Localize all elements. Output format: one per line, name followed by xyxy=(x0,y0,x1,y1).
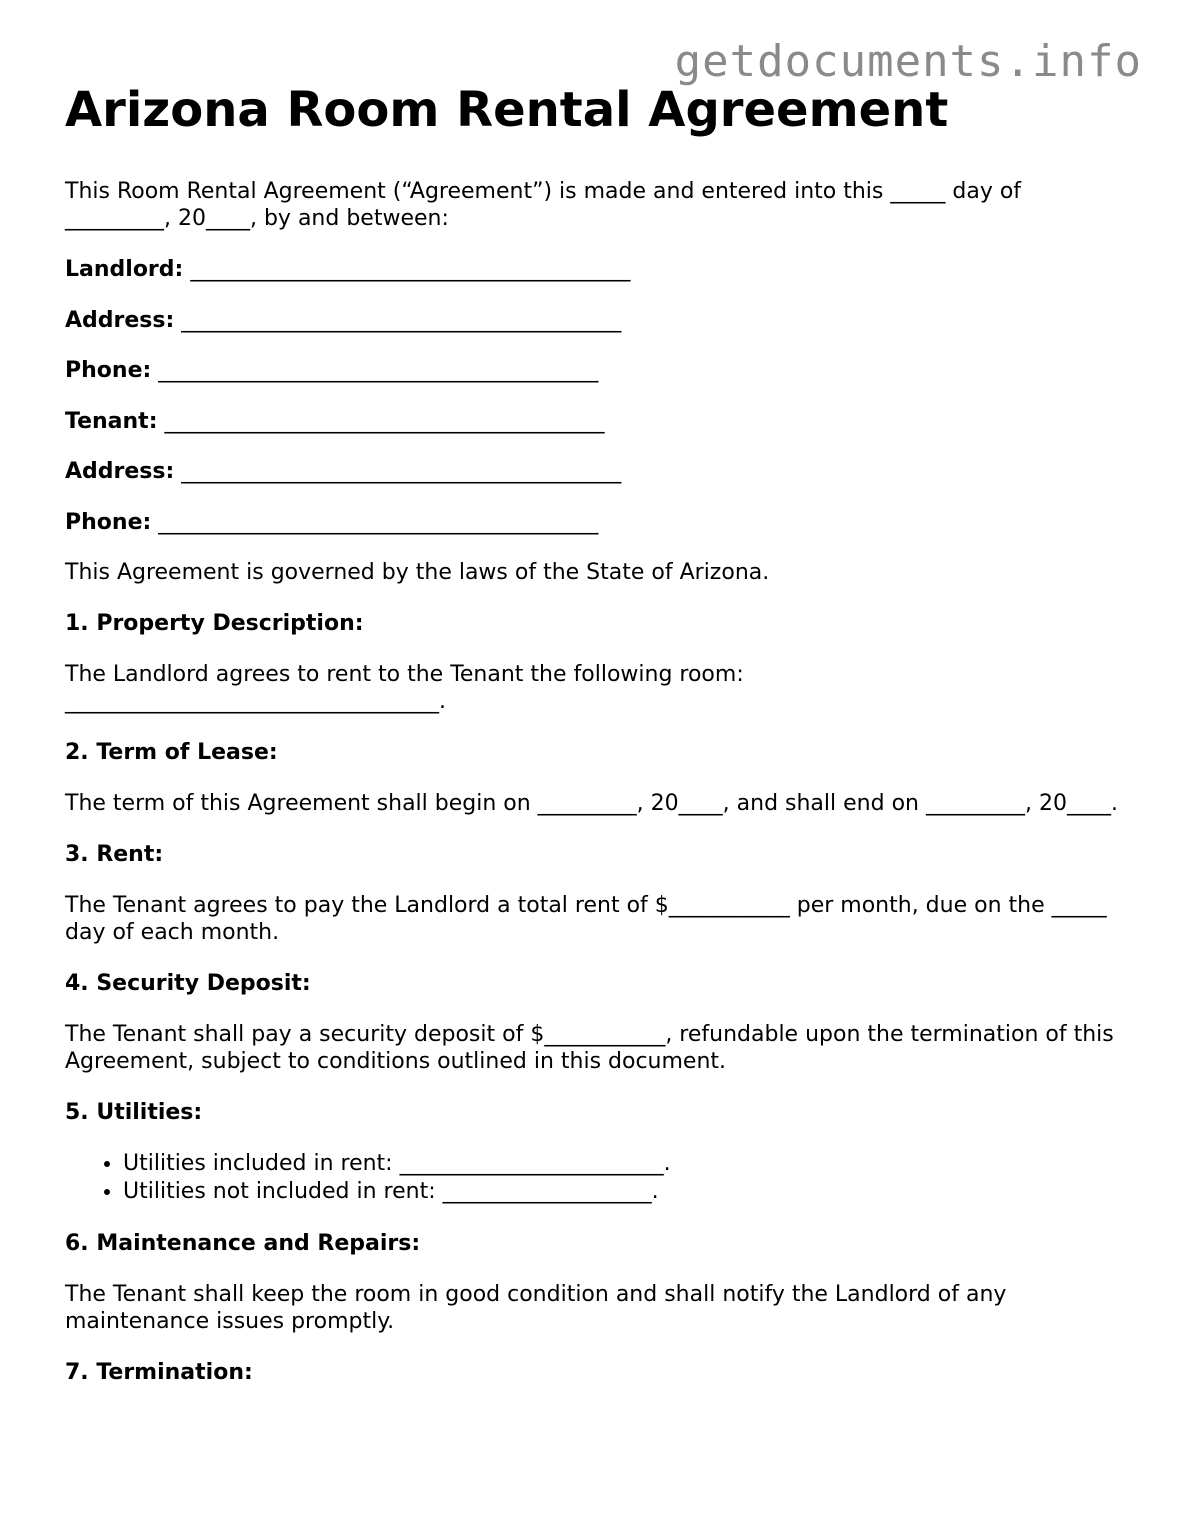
utilities-heading: 5. Utilities: xyxy=(65,1100,203,1125)
landlord-address-field xyxy=(65,307,1125,334)
landlord-field xyxy=(65,256,1125,283)
tenant-phone-blank: ________________________________________ xyxy=(158,509,599,535)
rent-heading: 3. Rent: xyxy=(65,842,164,867)
intro-paragraph: This Room Rental Agreement (“Agreement”) is made and entered into this _____ day of _________, 20____, by and between: xyxy=(65,179,1022,231)
security-deposit-text: The Tenant shall pay a security deposit of $___________, refundable upon the termination of this Agreement, subject to conditions outlined in this document. xyxy=(65,1022,1114,1074)
landlord-blank: ________________________________________ xyxy=(190,257,631,282)
tenant-field xyxy=(65,408,1125,435)
rent-text: The Tenant agrees to pay the Landlord a total rent of $___________ per month, due on the _____ day of each month. xyxy=(65,893,1107,945)
tenant-address-blank: ________________________________________ xyxy=(181,459,622,484)
utilities-list xyxy=(65,1150,1125,1206)
document-title: Arizona Room Rental Agreement xyxy=(65,82,949,138)
utilities-included-item: • Utilities included in rent: ________________________. xyxy=(123,1150,1125,1178)
landlord-phone-label: Phone: xyxy=(65,358,152,383)
tenant-phone-field xyxy=(65,509,1125,536)
landlord-address-label: Address: xyxy=(65,307,175,333)
governing-law-statement: This Agreement is governed by the laws of the State of Arizona. xyxy=(65,560,770,585)
property-description-heading: 1. Property Description: xyxy=(65,611,364,636)
landlord-address-blank: ________________________________________ xyxy=(181,307,622,333)
term-of-lease-text: The term of this Agreement shall begin on _________, 20____, and shall end on _________, 20____. xyxy=(65,791,1118,816)
termination-heading: 7. Termination: xyxy=(65,1360,253,1385)
security-deposit-heading: 4. Security Deposit: xyxy=(65,971,311,996)
tenant-blank: ________________________________________ xyxy=(164,408,605,434)
document-page xyxy=(65,80,1125,1410)
landlord-phone-blank: ________________________________________ xyxy=(158,358,599,383)
landlord-label: Landlord: xyxy=(65,257,184,282)
tenant-phone-label: Phone: xyxy=(65,509,152,535)
maintenance-heading: 6. Maintenance and Repairs: xyxy=(65,1231,421,1256)
landlord-phone-field xyxy=(65,357,1125,384)
property-description-text: The Landlord agrees to rent to the Tenant the following room: __________________________________. xyxy=(65,662,744,714)
maintenance-text: The Tenant shall keep the room in good condition and shall notify the Landlord of any maintenance issues promptly. xyxy=(65,1282,1007,1334)
utilities-not-included-item: • Utilities not included in rent: ___________________. xyxy=(123,1178,1125,1206)
tenant-label: Tenant: xyxy=(65,408,158,434)
watermark: getdocuments.info xyxy=(674,36,1142,87)
tenant-address-field xyxy=(65,458,1125,485)
tenant-address-label: Address: xyxy=(65,459,175,484)
term-of-lease-heading: 2. Term of Lease: xyxy=(65,740,278,765)
